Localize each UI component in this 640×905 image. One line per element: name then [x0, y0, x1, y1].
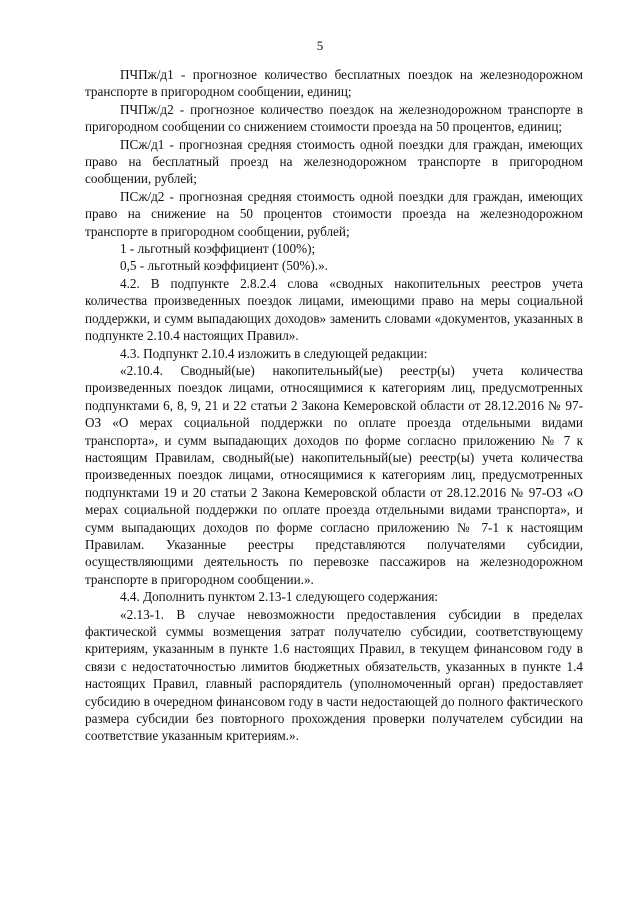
page-number: 5 — [316, 38, 324, 53]
coefficient-50: 0,5 - льготный коэффициент (50%).». — [120, 258, 328, 274]
item-4-4: 4.4. Дополнить пунктом 2.13-1 следующего содержания: — [120, 589, 439, 605]
definition-pchp-1: ПЧПж/д1 - прогнозное количество бесплатных поездок на железнодорожном транспорте в пригородном сообщении, единиц; — [85, 67, 583, 100]
definition-ps-2: ПСж/д2 - прогнозная средняя стоимость одной поездки для граждан, имеющих право на снижение на 50 процентов стоимости проезда на железнодорожном транспорте в пригородном сообщении, рублей; — [85, 188, 583, 239]
item-4-3: 4.3. Подпункт 2.10.4 изложить в следующей редакции: — [120, 345, 428, 361]
subitem-2-13-1: «2.13-1. В случае невозможности предоставления субсидии в пределах фактической суммы возмещения затрат получателю субсидии, соответствующему критериям, указанным в пункте 1.6 настоящих Правил, в текущем финансовом году в связи с недостаточностью лимитов бюджетных обязательств, указанных в пункте 1.4 настоящих Правил, главный распорядитель (уполномоченный орган) предоставляет субсидию в очередном финансовом году в части недостающей до полного фактического размера субсидии без повторного прохождения проверки получателем субсидии на соответствие указанным критериям.». — [85, 606, 583, 744]
definition-ps-1: ПСж/д1 - прогнозная средняя стоимость одной поездки для граждан, имеющих право на бесплатный проезд на железнодорожном транспорте в пригородном сообщении, рублей; — [85, 136, 583, 187]
document-body — [85, 66, 583, 745]
coefficient-100: 1 - льготный коэффициент (100%); — [120, 241, 316, 257]
subitem-2-10-4: «2.10.4. Сводный(ые) накопительный(ые) реестр(ы) учета количества произведенных поездок лицами, относящимися к категориям лиц, предусмотренных подпунктами 6, 8, 9, 21 и 22 статьи 2 Закона Кемеровской области от 28.12.2016 № 97-ОЗ «О мерах социальной поддержки по оплате проезда отдельными видами транспорта», и сумм выпадающих доходов по форме согласно приложению № 7 к настоящим Правилам, сводный(ые) накопительный(ые) реестр(ы) учета количества произведенных поездок лицами, относящимися к категориям лиц, предусмотренных подпунктами 19 и 20 статьи 2 Закона Кемеровской области от 28.12.2016 № 97-ОЗ «О мерах социальной поддержки по оплате проезда отдельными видами транспорта», и сумм выпадающих доходов по форме согласно приложению № 7-1 к настоящим Правилам. Указанные реестры представляются получателями субсидии, осуществляющими деятельность по перевозке пассажиров на железнодорожном транспорте в пригородном сообщении.». — [85, 362, 583, 587]
definition-pchp-2: ПЧПж/д2 - прогнозное количество поездок на железнодорожном транспорте в пригородном сообщении со снижением стоимости проезда на 50 процентов, единиц; — [85, 101, 583, 135]
item-4-2: 4.2. В подпункте 2.8.2.4 слова «сводных накопительных реестров учета количества произведенных поездок лицами, имеющими право на меры социальной поддержки, и сумм выпадающих доходов» заменить словами «документов, указанных в подпункте 2.10.4 настоящих Правил». — [85, 275, 583, 344]
